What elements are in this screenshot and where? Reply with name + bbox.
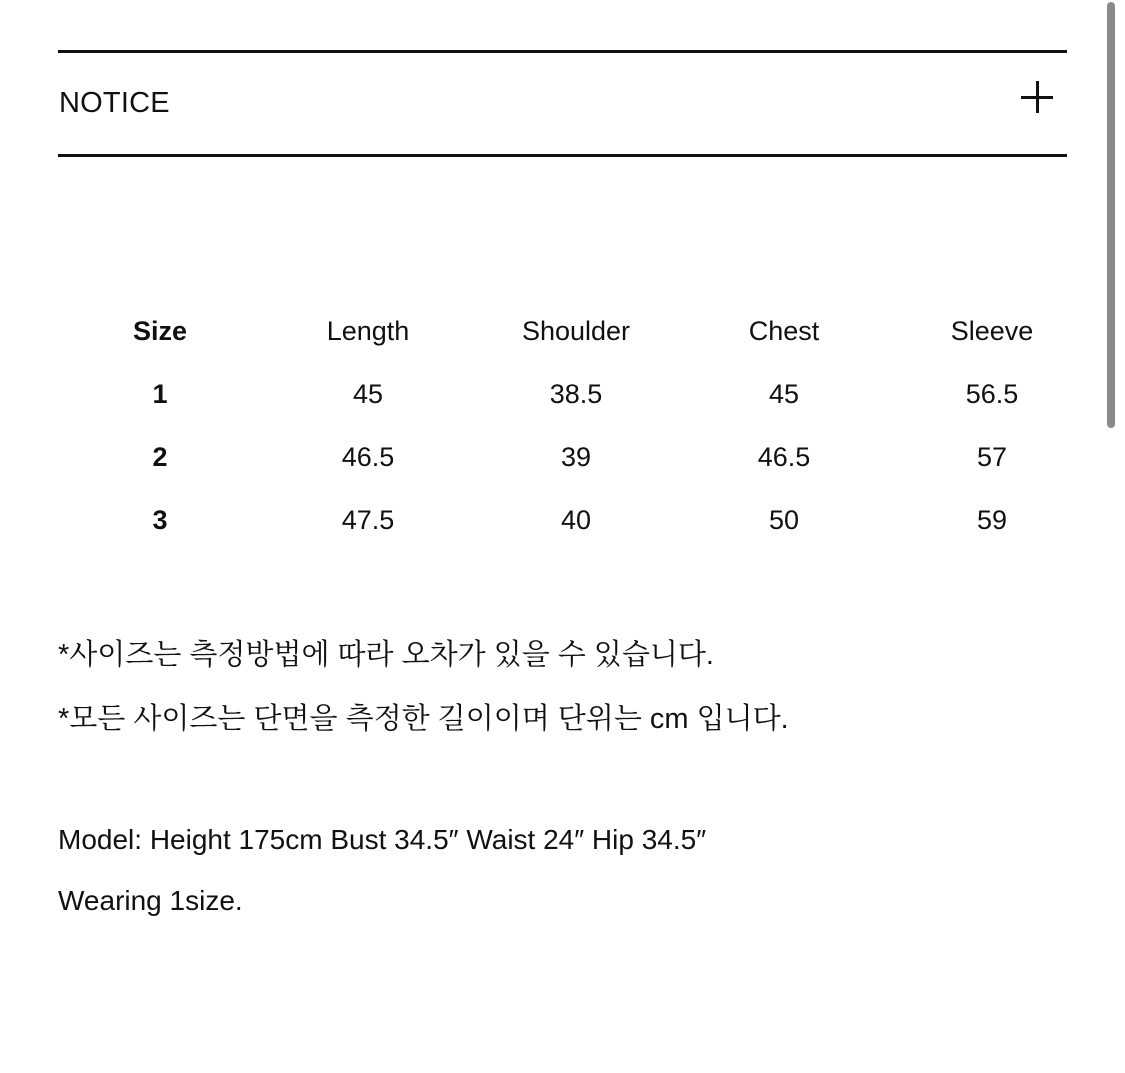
- sleeve-cell: 57: [976, 442, 1008, 472]
- sleeve-cell: 56.5: [965, 379, 1019, 409]
- shoulder-cell: 38.5: [549, 379, 603, 409]
- notice-accordion-header[interactable]: [58, 53, 1067, 154]
- table-header-row: [56, 300, 1096, 363]
- plus-icon[interactable]: [1021, 81, 1053, 113]
- size-cell: 1: [152, 379, 168, 409]
- size-chart-table: [56, 300, 1096, 552]
- size-cell: 3: [152, 505, 168, 535]
- model-wearing-size: Wearing 1size.: [58, 885, 243, 916]
- scrollbar-thumb[interactable]: [1107, 2, 1115, 428]
- header-sleeve: Sleeve: [950, 316, 1034, 346]
- measurement-note: *사이즈는 측정방법에 따라 오차가 있을 수 있습니다.: [58, 639, 714, 671]
- unit-note: *모든 사이즈는 단면을 측정한 길이이며 단위는 cm 입니다.: [58, 703, 789, 735]
- table-row: [56, 489, 1096, 552]
- length-cell: 46.5: [341, 442, 395, 472]
- header-size: Size: [132, 316, 188, 346]
- chest-cell: 45: [768, 379, 800, 409]
- notice-title: NOTICE: [59, 87, 170, 119]
- sleeve-cell: 59: [976, 505, 1008, 535]
- length-cell: 47.5: [341, 505, 395, 535]
- shoulder-cell: 40: [560, 505, 592, 535]
- header-shoulder: Shoulder: [521, 316, 631, 346]
- shoulder-cell: 39: [560, 442, 592, 472]
- chest-cell: 50: [768, 505, 800, 535]
- header-length: Length: [326, 316, 410, 346]
- table-row: [56, 363, 1096, 426]
- size-cell: 2: [152, 442, 168, 472]
- table-row: [56, 426, 1096, 489]
- header-chest: Chest: [748, 316, 820, 346]
- chest-cell: 46.5: [757, 442, 811, 472]
- length-cell: 45: [352, 379, 384, 409]
- bottom-divider: [58, 154, 1067, 157]
- model-measurements: Model: Height 175cm Bust 34.5″ Waist 24″ Hip 34.5″: [58, 824, 707, 855]
